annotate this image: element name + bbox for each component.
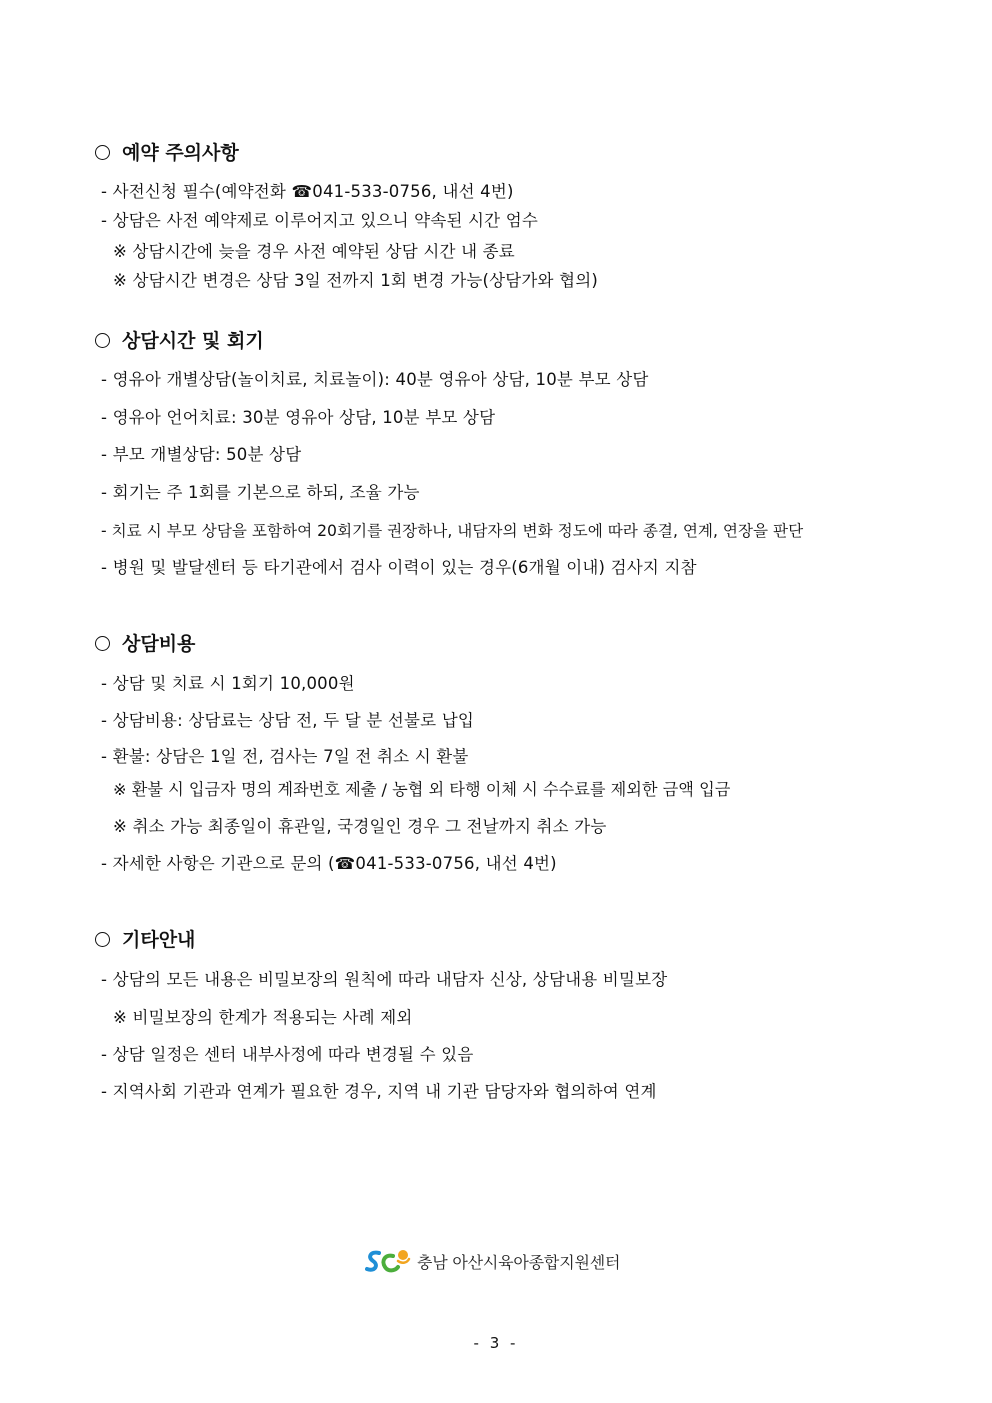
note-item: ※ 상담시간 변경은 상담 3일 전까지 1회 변경 가능(상담가와 협의) — [113, 271, 599, 290]
note-item: ※ 환불 시 입금자 명의 계좌번호 제출 / 농협 외 타행 이체 시 수수료를 제외한 금액 입금 — [113, 780, 731, 799]
section-heading-reservation — [95, 141, 239, 165]
list-item: - 상담 및 치료 시 1회기 10,000원 — [101, 674, 355, 693]
section-title: 예약 주의사항 — [122, 142, 239, 164]
list-item: - 부모 개별상담: 50분 상담 — [101, 445, 302, 464]
center-logo-icon — [365, 1247, 411, 1275]
list-item: - 병원 및 발달센터 등 타기관에서 검사 이력이 있는 경우(6개월 이내) 검사지 지참 — [101, 558, 697, 577]
list-item: - 영유아 개별상담(놀이치료, 치료놀이): 40분 영유아 상담, 10분 부모 상담 — [101, 370, 649, 389]
list-item: - 환불: 상담은 1일 전, 검사는 7일 전 취소 시 환불 — [101, 747, 469, 766]
list-item: - 회기는 주 1회를 기본으로 하되, 조율 가능 — [101, 483, 420, 502]
circle-bullet-icon — [95, 636, 110, 651]
note-item: ※ 비밀보장의 한계가 적용되는 사례 제외 — [113, 1008, 413, 1027]
section-heading-fees — [95, 632, 195, 656]
circle-bullet-icon — [95, 145, 110, 160]
list-item: - 상담비용: 상담료는 상담 전, 두 달 분 선불로 납입 — [101, 711, 475, 730]
list-item: - 상담은 사전 예약제로 이루어지고 있으니 약속된 시간 엄수 — [101, 211, 539, 230]
list-item: - 영유아 언어치료: 30분 영유아 상담, 10분 부모 상담 — [101, 408, 496, 427]
section-title: 상담비용 — [122, 633, 196, 655]
footer-logo — [365, 1246, 620, 1276]
circle-bullet-icon — [95, 932, 110, 947]
section-title: 상담시간 및 회기 — [122, 330, 264, 352]
section-heading-other-info — [95, 928, 195, 952]
list-item: - 상담 일정은 센터 내부사정에 따라 변경될 수 있음 — [101, 1045, 474, 1064]
org-name: 충남 아산시육아종합지원센터 — [417, 1252, 621, 1272]
circle-bullet-icon — [95, 333, 110, 348]
list-item: - 치료 시 부모 상담을 포함하여 20회기를 권장하나, 내담자의 변화 정도에 따라 종결, 연계, 연장을 판단 — [101, 522, 804, 540]
page-number: - 3 - — [473, 1334, 519, 1352]
note-item: ※ 상담시간에 늦을 경우 사전 예약된 상담 시간 내 종료 — [113, 242, 515, 261]
list-item: - 자세한 사항은 기관으로 문의 (☎041-533-0756, 내선 4번) — [101, 854, 557, 873]
section-title: 기타안내 — [122, 929, 196, 951]
list-item: - 사전신청 필수(예약전화 ☎041-533-0756, 내선 4번) — [101, 182, 514, 201]
list-item: - 상담의 모든 내용은 비밀보장의 원칙에 따라 내담자 신상, 상담내용 비밀보장 — [101, 970, 668, 989]
section-heading-session-time — [95, 329, 264, 353]
note-item: ※ 취소 가능 최종일이 휴관일, 국경일인 경우 그 전날까지 취소 가능 — [113, 817, 607, 836]
list-item: - 지역사회 기관과 연계가 필요한 경우, 지역 내 기관 담당자와 협의하여 연계 — [101, 1082, 657, 1101]
